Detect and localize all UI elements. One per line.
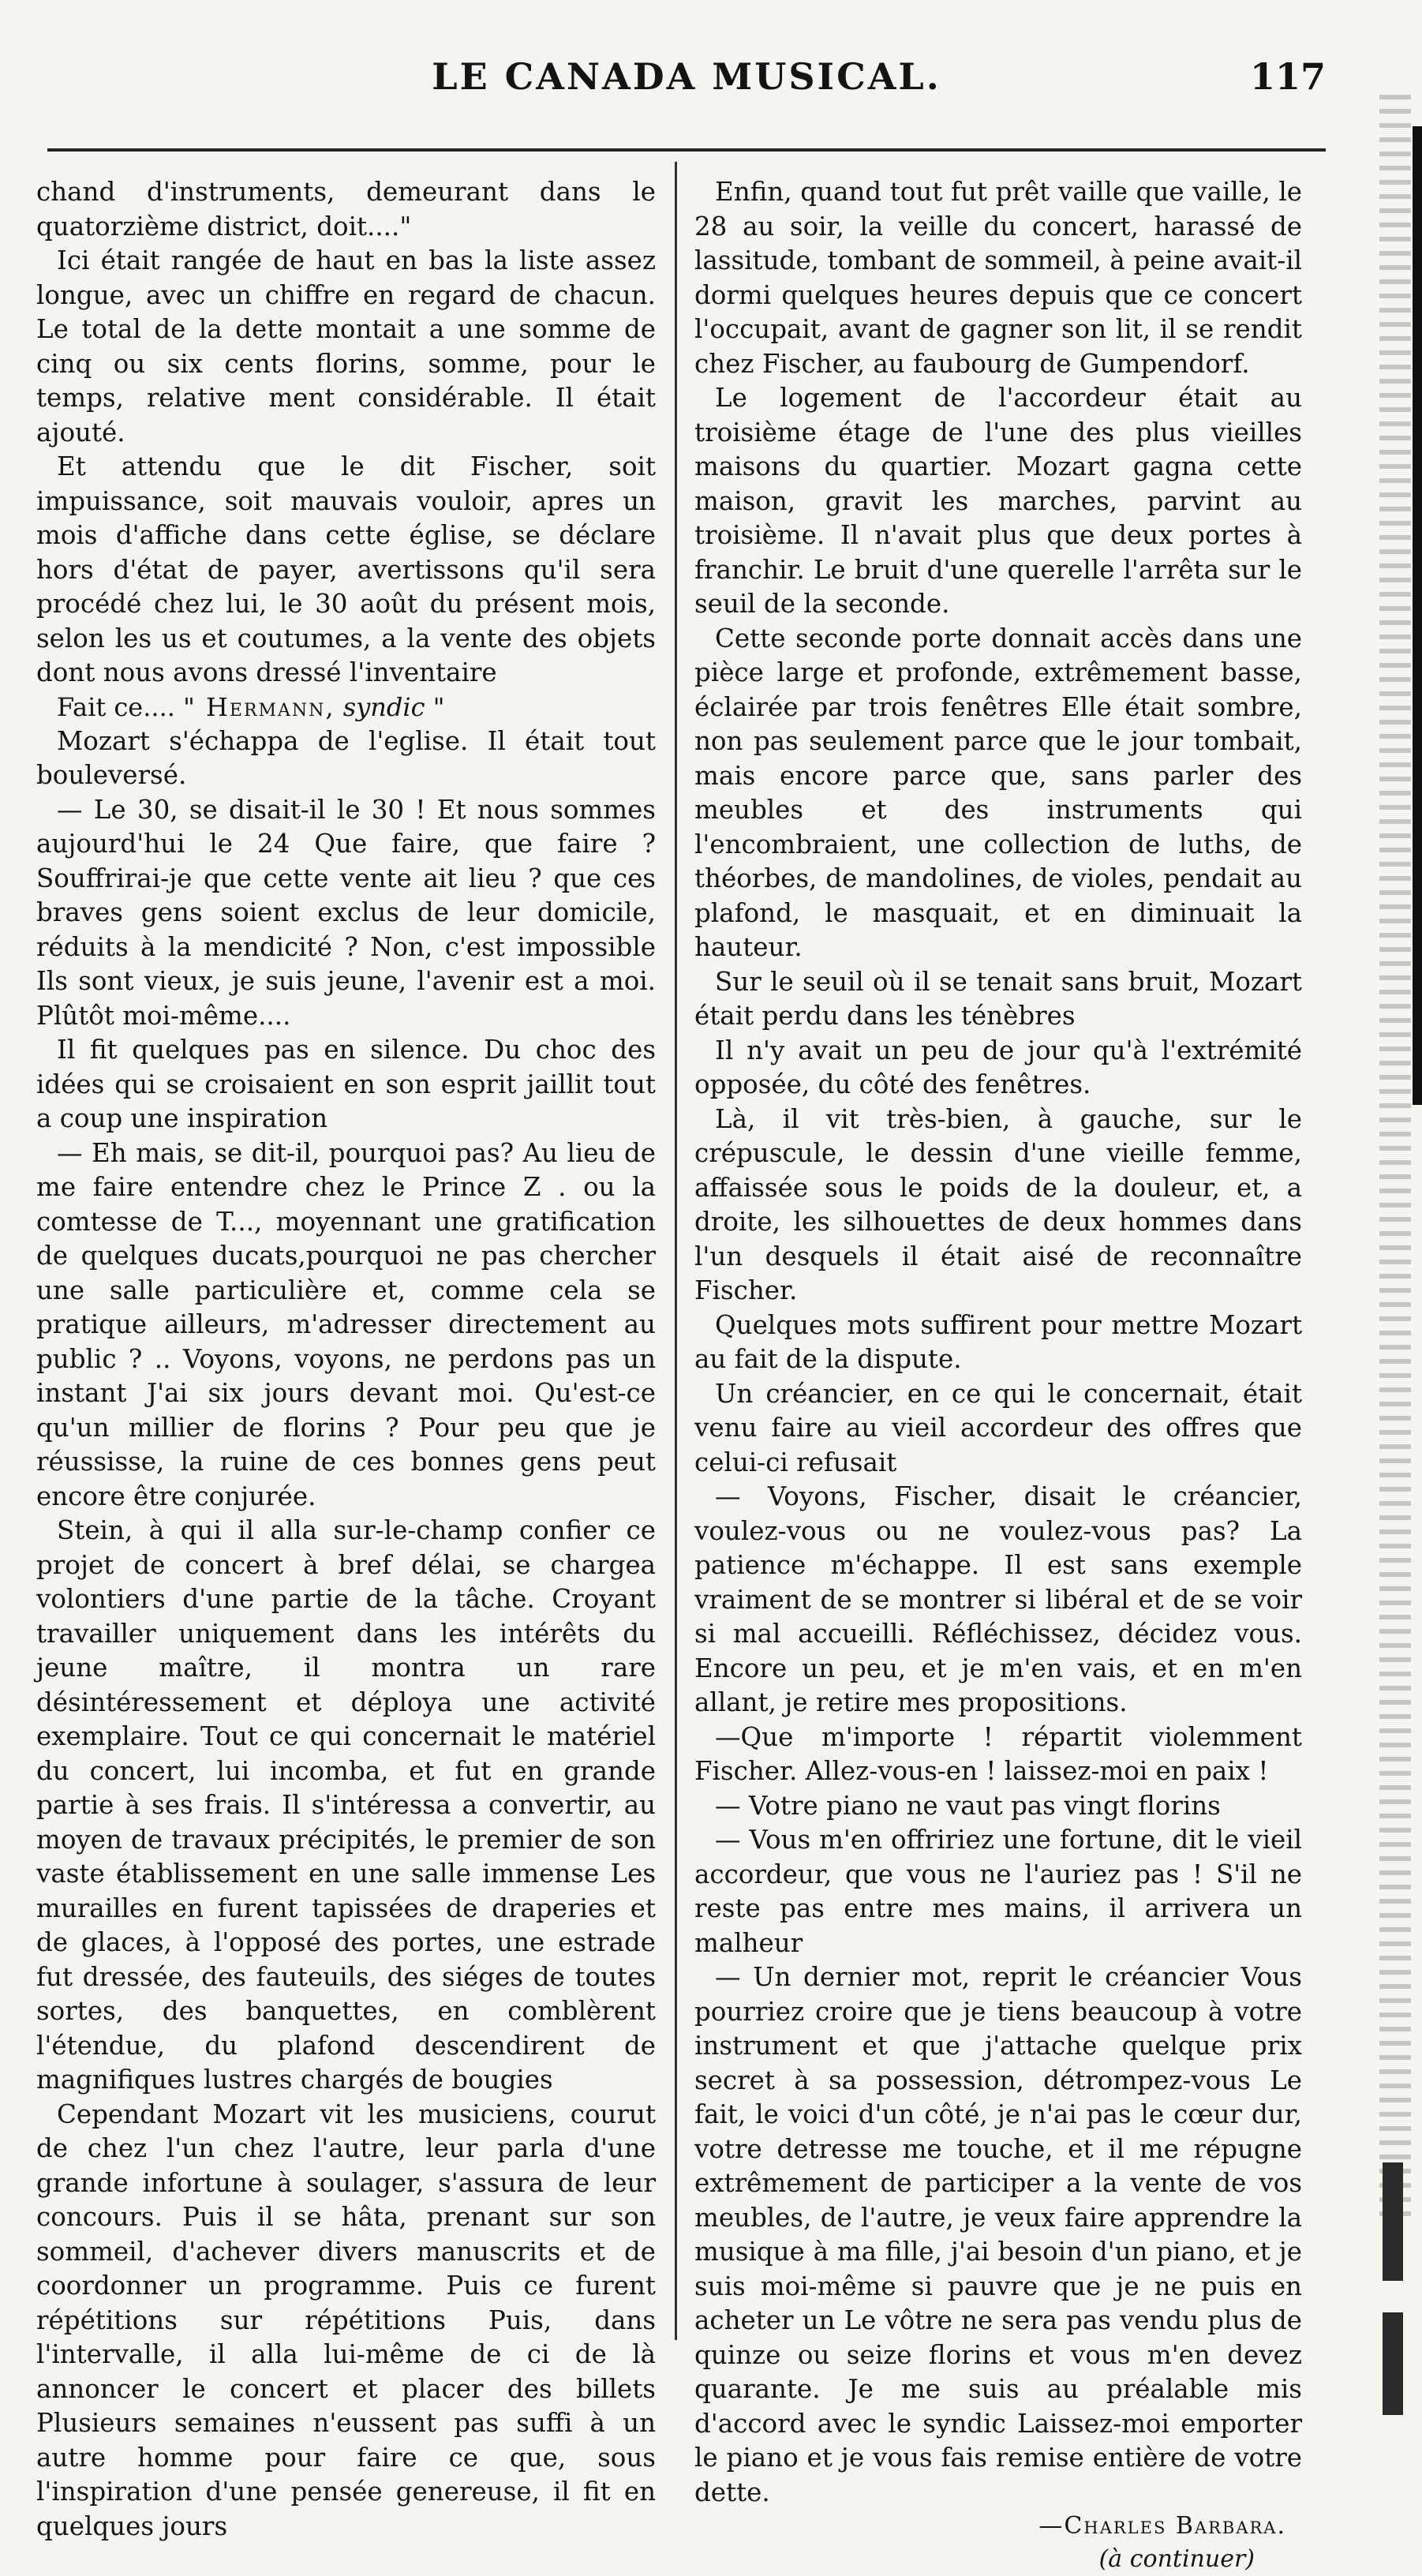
scan-edge-noise bbox=[1379, 95, 1411, 2226]
right-column bbox=[694, 175, 1302, 2576]
paragraph: Et attendu que le dit Fischer, soit impuissance, soit mauvais vouloir, apres un mois d'affiche dans cette église, se déclare hors d'état de payer, avertissons qu'il sera procédé chez lui, le 30 août du présent mois, selon les us et coutumes, a la vente des objets dont nous avons dressé l'inventaire bbox=[36, 451, 656, 687]
publication-title: LE CANADA MUSICAL. bbox=[432, 55, 941, 98]
paragraph: Stein, à qui il alla sur-le-champ confier ce projet de concert à bref délai, se chargea volontiers d'une partie de la tâche. Croyant travailler uniquement dans les intérêts du jeune maître, il montra un rare désintéressement et déploya une activité exemplaire. Tout ce qui concernait le matériel du concert, lui incomba, et fut en grande partie à ses frais. Il s'intéressa a convertir, au moyen de travaux précipités, le premier de son vaste établissement en une salle immense Les murailles en furent tapissées de draperies et de glaces, à l'opposé des portes, une estrade fut dressée, des fauteuils, des siéges de toutes sortes, des banquettes, en comblèrent l'étendue, du plafond descendirent de magnifiques lustres chargés de bougies bbox=[36, 1515, 656, 2095]
paragraph: Sur le seuil où il se tenait sans bruit, Mozart était perdu dans les ténèbres bbox=[694, 966, 1302, 1031]
column-divider bbox=[675, 162, 677, 2340]
paragraph: Il n'y avait un peu de jour qu'à l'extrémité opposée, du côté des fenêtres. bbox=[694, 1035, 1302, 1099]
paragraph: chand d'instruments, demeurant dans le quatorzième district, doit...." bbox=[36, 177, 656, 242]
syndic-role: syndic " bbox=[335, 691, 445, 722]
paragraph: Là, il vit très-bien, à gauche, sur le crépuscule, le dessin d'une vieille femme, affaissée sous le poids de la douleur, et, a droite, les silhouettes de deux hommes dans l'un desquels il était aisé de reconnaître Fischer. bbox=[694, 1103, 1302, 1305]
paragraph: Enfin, quand tout fut prêt vaille que vaille, le 28 au soir, la veille du concert, harassé de lassitude, tombant de sommeil, à peine avait-il dormi quelques heures depuis que ce concert l'occupait, avant de gagner son lit, il se rendit chez Fischer, au faubourg de Gumpendorf. bbox=[694, 177, 1302, 379]
syndic-name: " Hermann, bbox=[183, 691, 335, 722]
paragraph: Mozart s'échappa de l'eglise. Il était tout bouleversé. bbox=[36, 725, 656, 790]
paragraph: —Que m'importe ! répartit violemment Fischer. Allez-vous-en ! laissez-moi en paix ! bbox=[694, 1721, 1302, 1786]
scan-edge-bar bbox=[1413, 126, 1422, 1105]
paragraph: — Vous m'en offririez une fortune, dit le vieil accordeur, que vous ne l'auriez pas ! S'il ne reste pas entre mes mains, il arrivera un malheur bbox=[694, 1825, 1302, 1958]
signature-line bbox=[36, 691, 656, 724]
continuation-note: (à continuer) bbox=[1098, 2545, 1255, 2573]
paragraph: — Votre piano ne vaut pas vingt florins bbox=[715, 1790, 1221, 1821]
paragraph: Quelques mots suffirent pour mettre Mozart au fait de la dispute. bbox=[694, 1309, 1302, 1374]
paragraph: — Eh mais, se dit-il, pourquoi pas? Au lieu de me faire entendre chez le Prince Z . ou la comtesse de T..., moyennant une gratification de quelques ducats,pourquoi ne pas chercher une salle particulière et, comme cela se pratique ailleurs, m'adresser directement au public ? .. Voyons, voyons, ne perdons pas un instant J'ai six jours devant moi. Qu'est-ce qu'un millier de florins ? Pour peu que je réussisse, la ruine de ces bonnes gens peut encore être conjurée. bbox=[36, 1137, 656, 1511]
paragraph: Cependant Mozart vit les musiciens, courut de chez l'un chez l'autre, leur parla d'une grande infortune à soulager, s'assura de leur concours. Puis il se hâta, prenant sur son sommeil, d'achever divers manuscrits et de coordonner un programme. Puis ce furent répétitions sur répétitions Puis, dans l'intervalle, il alla lui-même de ci de là annoncer le concert et placer des billets Plusieurs semaines n'eussent pas suffi à un autre homme pour faire ce que, sous l'inspiration d'une pensée genereuse, il fit en quelques jours bbox=[36, 2099, 656, 2541]
fait-prefix: Fait ce.... bbox=[57, 691, 184, 722]
scan-edge-mark bbox=[1383, 2162, 1403, 2281]
paragraph: Un créancier, en ce qui le concernait, était venu faire au vieil accordeur des offres que celui-ci refusait bbox=[694, 1378, 1302, 1477]
page-header bbox=[32, 55, 1342, 110]
author-signature: —Charles Barbara. bbox=[1038, 2512, 1286, 2540]
header-rule bbox=[47, 148, 1326, 152]
left-column bbox=[36, 175, 656, 2544]
paragraph: Le logement de l'accordeur était au troisième étage de l'une des plus vieilles maisons du quartier. Mozart gagna cette maison, gravit les marches, parvint au troisième. Il n'avait plus que deux portes à franchir. Le bruit d'une querelle l'arrêta sur le seuil de la seconde. bbox=[694, 383, 1302, 619]
paragraph: Ici était rangée de haut en bas la liste assez longue, avec un chiffre en regard de chacun. Le total de la dette montait a une somme de cinq ou six cents florins, somme, pour le temps, relative ment considérable. Il était ajouté. bbox=[36, 245, 656, 447]
scan-edge-mark bbox=[1383, 2312, 1403, 2415]
paragraph: — Un dernier mot, reprit le créancier Vous pourriez croire que je tiens beaucoup à votre instrument et que j'attache quelque prix secret à sa possession, détrompez-vous Le fait, le voici d'un côté, je n'ai pas le cœur dur, votre detresse me touche, et il me répugne extrêmement de participer a la vente de vos meubles, de l'autre, je veux faire apprendre la musique à ma fille, j'ai besoin d'un piano, et je suis moi-même si pauvre que je ne puis en acheter un Le vôtre ne sera pas vendu plus de quinze ou seize florins et vous m'en devez quarante. Je me suis au préalable mis d'accord avec le syndic Laissez-moi emporter le piano et je vous fais remise entière de votre dette. bbox=[694, 1962, 1302, 2507]
paragraph: — Voyons, Fischer, disait le créancier, voulez-vous ou ne voulez-vous pas? La patience m'échappe. Il est sans exemple vraiment de se montrer si libéral et de se voir si mal accueilli. Réfléchissez, décidez vous. Encore un peu, et je m'en vais, et en m'en allant, je retire mes propositions. bbox=[694, 1481, 1302, 1717]
paragraph: Il fit quelques pas en silence. Du choc des idées qui se croisaient en son esprit jaillit tout a coup une inspiration bbox=[36, 1035, 656, 1133]
page-number: 117 bbox=[1249, 55, 1326, 98]
paragraph: — Le 30, se disait-il le 30 ! Et nous sommes aujourd'hui le 24 Que faire, que faire ? Souffrirai-je que cette vente ait lieu ? que ces braves gens soient exclus de leur domicile, réduits à la mendicité ? Non, c'est impossible Ils sont vieux, je suis jeune, l'avenir est a moi. Plûtôt moi-même.... bbox=[36, 794, 656, 1031]
paragraph: Cette seconde porte donnait accès dans une pièce large et profonde, extrêmement basse, éclairée par trois fenêtres Elle était sombre, non pas seulement parce que le jour tombait, mais encore parce que, sans parler des meubles et des instruments qui l'encombraient, une collection de luths, de théorbes, de mandolines, de violes, pendait au plafond, le masquait, et en diminuait la hauteur. bbox=[694, 623, 1302, 962]
